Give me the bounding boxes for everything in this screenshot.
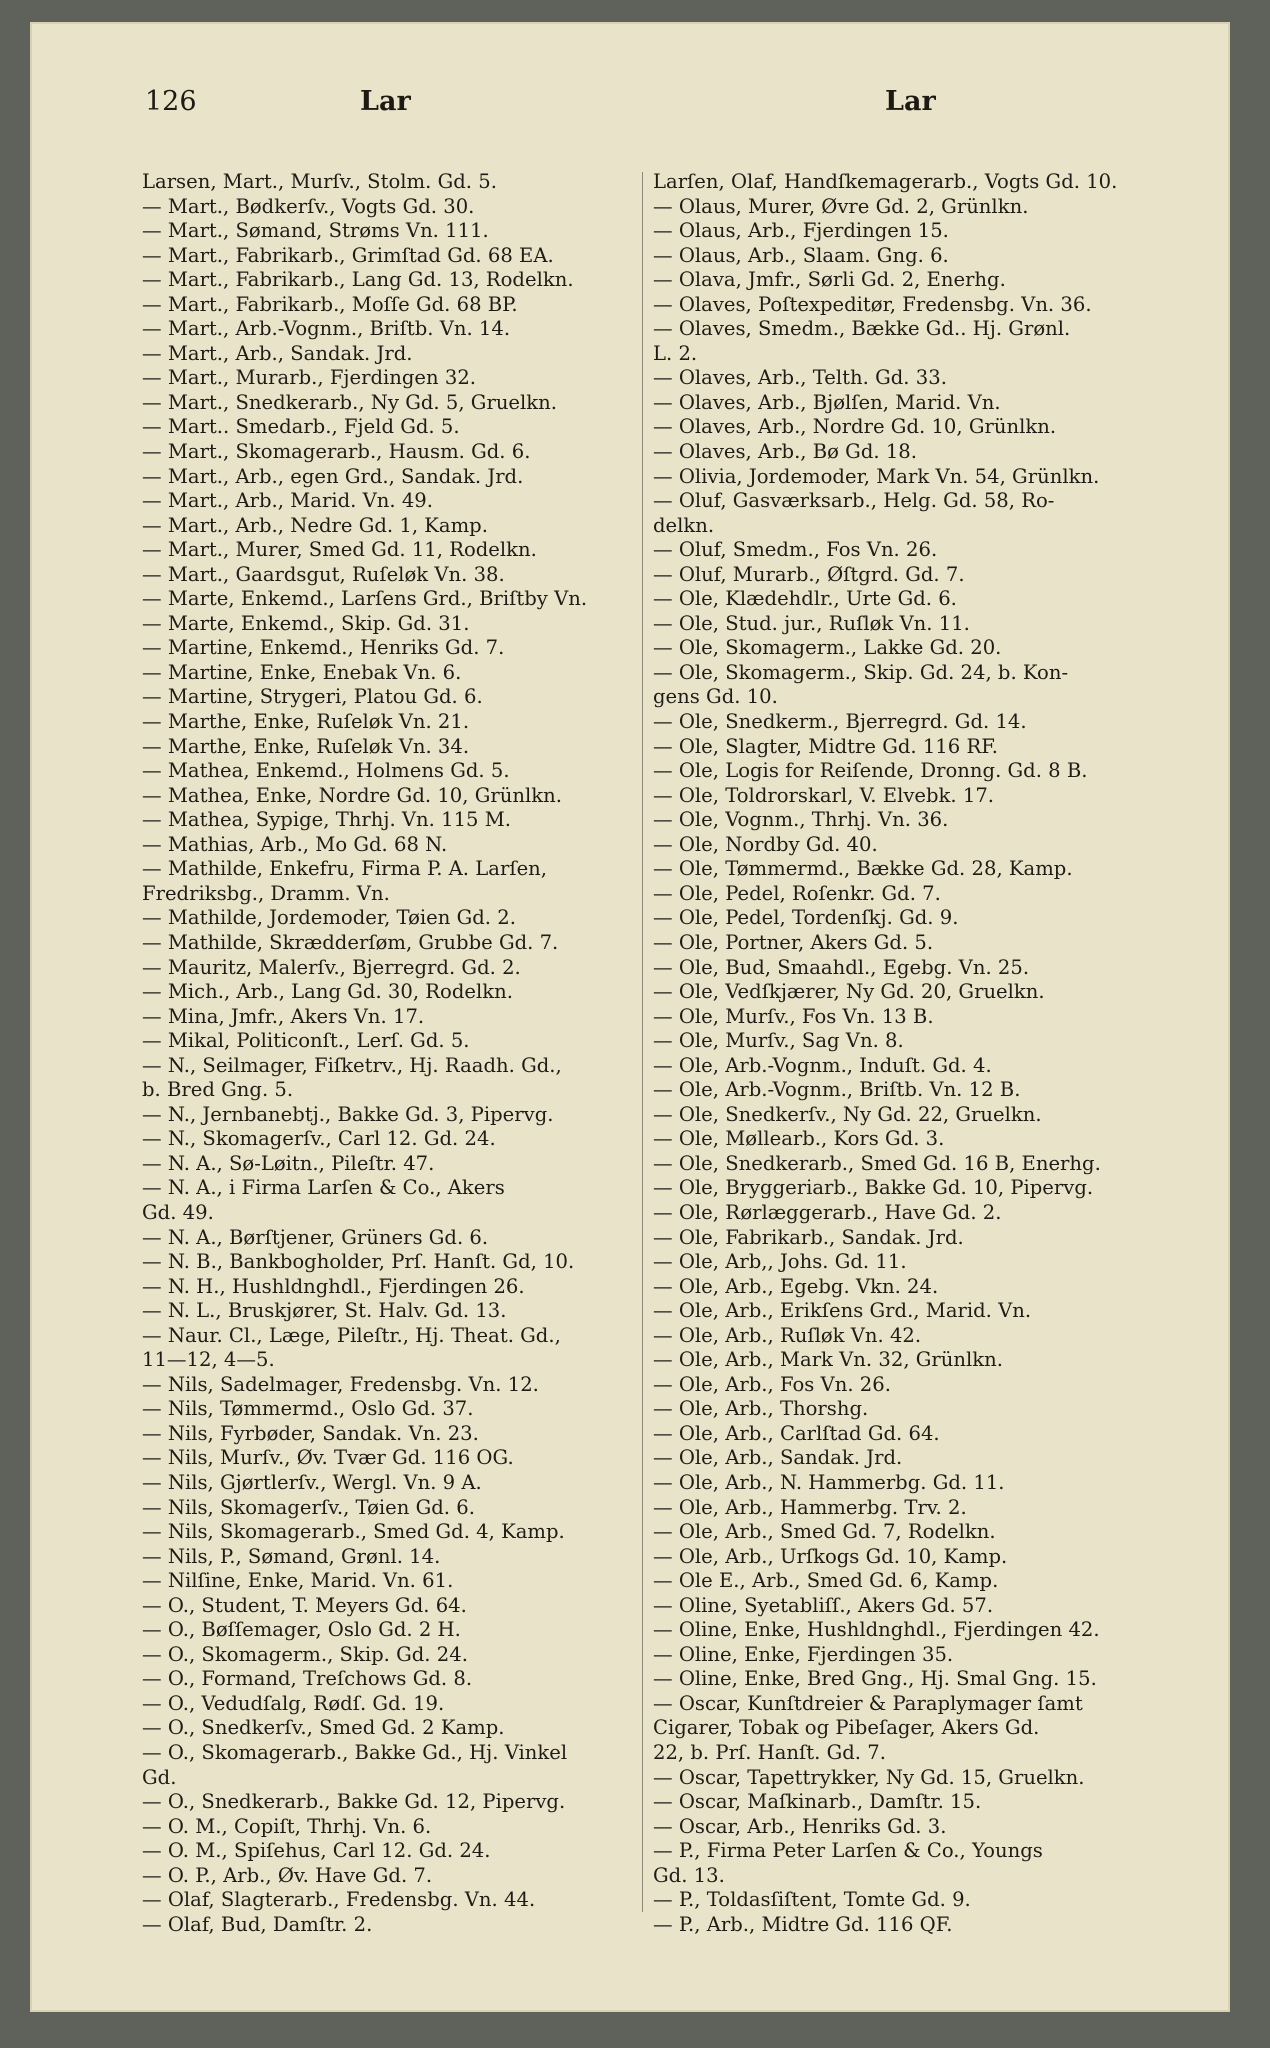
directory-entry-line: — Nils, Skomagerarb., Smed Gd. 4, Kamp.	[142, 1520, 565, 1544]
directory-entry-line: delkn.	[653, 513, 715, 537]
directory-entry-line: — Ole, Arb.-Vognm., Induſt. Gd. 4.	[653, 1053, 992, 1077]
directory-entry-line: — O., Vedudſalg, Rødſ. Gd. 19.	[142, 1691, 445, 1715]
directory-entry-line: — Mart., Skomagerarb., Hausm. Gd. 6.	[142, 440, 531, 464]
directory-entry-line: — Mina, Jmfr., Akers Vn. 17.	[142, 1004, 425, 1028]
directory-entry-line: — Oluf, Smedm., Fos Vn. 26.	[653, 538, 938, 562]
directory-entry-line: — Olaves, Arb., Telth. Gd. 33.	[653, 366, 947, 390]
right-column	[653, 170, 1183, 1937]
directory-entry-line: Larſen, Olaf, Handſkemagerarb., Vogts Gd. 10.	[653, 170, 1118, 193]
directory-entry-line: — Mart., Fabrikarb., Grimſtad Gd. 68 EA.	[142, 243, 554, 267]
directory-entry-line: — Marte, Enkemd., Larſens Grd., Briſtby Vn.	[142, 587, 588, 611]
directory-entry-line: — N., Jernbanebtj., Bakke Gd. 3, Pipervg.	[142, 1102, 554, 1126]
directory-entry-line: Gd.	[142, 1765, 177, 1789]
directory-entry-line: — Ole, Arb., Mark Vn. 32, Grünlkn.	[653, 1348, 1004, 1372]
directory-entry-line: — N. A., Sø-Løitn., Pileſtr. 47.	[142, 1151, 435, 1175]
directory-entry-line: — Ole E., Arb., Smed Gd. 6, Kamp.	[653, 1569, 999, 1593]
directory-entry-line: — O. M., Copiſt, Thrhj. Vn. 6.	[142, 1814, 432, 1838]
directory-entry-line: — Olivia, Jordemoder, Mark Vn. 54, Grünlkn.	[653, 464, 1100, 488]
directory-entry-line: — Mart., Arb., Marid. Vn. 49.	[142, 489, 433, 513]
directory-entry-line: Gd. 49.	[142, 1200, 214, 1224]
directory-entry-line: — Ole, Murſv., Sag Vn. 8.	[653, 1029, 904, 1053]
directory-entry-line: — Ole, Vognm., Thrhj. Vn. 36.	[653, 808, 949, 832]
directory-entry-line: — Nils, Sadelmager, Fredensbg. Vn. 12.	[142, 1372, 539, 1396]
directory-entry-line: — Mart.. Smedarb., Fjeld Gd. 5.	[142, 415, 460, 439]
directory-entry-line: — Ole, Skomagerm., Skip. Gd. 24, b. Kon-	[653, 660, 1069, 684]
directory-entry-line: — Ole, Murſv., Fos Vn. 13 B.	[653, 1004, 934, 1028]
directory-entry-line: — Marthe, Enke, Ruſeløk Vn. 34.	[142, 734, 470, 758]
directory-entry-line: — Ole, Arb,, Johs. Gd. 11.	[653, 1250, 907, 1274]
directory-page	[30, 22, 1230, 2012]
directory-entry-line: 22, b. Prſ. Hanſt. Gd. 7.	[653, 1741, 886, 1764]
directory-entry-line: — Ole, Skomagerm., Lakke Gd. 20.	[653, 636, 1002, 660]
directory-entry-line: — Mich., Arb., Lang Gd. 30, Rodelkn.	[142, 980, 513, 1004]
directory-entry-line: — Martine, Enkemd., Henriks Gd. 7.	[142, 636, 505, 660]
directory-entry-line: — Oscar, Tapettrykker, Ny Gd. 15, Gruelkn.	[653, 1765, 1085, 1789]
directory-entry-line: — O., Snedkerarb., Bakke Gd. 12, Pipervg.	[142, 1790, 566, 1814]
directory-entry-line: — P., Toldasſiſtent, Tomte Gd. 9.	[653, 1888, 971, 1912]
directory-entry-line: Larsen, Mart., Murſv., Stolm. Gd. 5.	[142, 170, 497, 193]
directory-entry-line: Gd. 13.	[653, 1863, 725, 1887]
directory-entry-line: — Ole, Arb., Fos Vn. 26.	[653, 1372, 891, 1396]
directory-entry-line: — Olava, Jmfr., Sørli Gd. 2, Enerhg.	[653, 268, 1006, 292]
directory-entry-line: — Oscar, Maſkinarb., Damſtr. 15.	[653, 1790, 982, 1814]
directory-entry-line: — Mart., Arb., egen Grd., Sandak. Jrd.	[142, 464, 524, 488]
directory-entry-line: — Olaf, Bud, Damſtr. 2.	[142, 1912, 373, 1936]
directory-entry-line: L. 2.	[653, 341, 698, 365]
directory-entry-line: — Ole, Toldrorskarl, V. Elvebk. 17.	[653, 783, 995, 807]
directory-entry-line: — Mathea, Enkemd., Holmens Gd. 5.	[142, 759, 510, 783]
directory-entry-line: — Mathilde, Skrædderſøm, Grubbe Gd. 7.	[142, 930, 559, 954]
directory-entry-line: — Mathea, Enke, Nordre Gd. 10, Grünlkn.	[142, 783, 562, 807]
directory-entry-line: — Oluf, Murarb., Øſtgrd. Gd. 7.	[653, 562, 965, 586]
directory-entry-line: — Oluf, Gasværksarb., Helg. Gd. 58, Ro-	[653, 489, 1055, 513]
directory-entry-line: — Oline, Enke, Bred Gng., Hj. Smal Gng. 15.	[653, 1667, 1097, 1691]
directory-entry-line: — Ole, Arb., Erikſens Grd., Marid. Vn.	[653, 1299, 1032, 1323]
directory-entry-line: — Mart., Bødkerſv., Vogts Gd. 30.	[142, 194, 475, 218]
directory-entry-line: — Oline, Syetabliſſ., Akers Gd. 57.	[653, 1593, 994, 1617]
directory-entry-line: — Ole, Arb.-Vognm., Briſtb. Vn. 12 B.	[653, 1078, 1021, 1102]
directory-entry-line: — O. M., Spiſehus, Carl 12. Gd. 24.	[142, 1839, 491, 1863]
directory-entry-line: — Martine, Enke, Enebak Vn. 6.	[142, 660, 462, 684]
directory-entry-line: — Ole, Arb., Carlſtad Gd. 64.	[653, 1421, 940, 1445]
directory-entry-line: — Ole, Arb., N. Hammerbg. Gd. 11.	[653, 1470, 1005, 1494]
directory-entry-line: — Nils, Fyrbøder, Sandak. Vn. 23.	[142, 1421, 479, 1445]
directory-entry-line: — Mart., Sømand, Strøms Vn. 111.	[142, 219, 489, 243]
directory-entry-line: — Mart., Fabrikarb., Moſſe Gd. 68 BP.	[142, 292, 518, 316]
directory-entry-line: — Ole, Snedkerſv., Ny Gd. 22, Gruelkn.	[653, 1102, 1042, 1126]
directory-entry-line: — Olaves, Arb., Bø Gd. 18.	[653, 440, 917, 464]
directory-entry-line: — Ole, Arb., Hammerbg. Trv. 2.	[653, 1495, 967, 1519]
directory-entry-line: — Martine, Strygeri, Platou Gd. 6.	[142, 685, 483, 709]
directory-entry-line: — Ole, Arb., Ruſløk Vn. 42.	[653, 1323, 922, 1347]
page-number: 126	[145, 86, 197, 117]
directory-entry-line: — O., Student, T. Meyers Gd. 64.	[142, 1593, 467, 1617]
directory-entry-line: — N. H., Hushldnghdl., Fjerdingen 26.	[142, 1274, 525, 1298]
directory-entry-line: — O., Skomagerarb., Bakke Gd., Hj. Vinkel	[142, 1741, 568, 1764]
directory-entry-line: — Oline, Enke, Fjerdingen 35.	[653, 1642, 954, 1666]
directory-entry-line: — Ole, Slagter, Midtre Gd. 116 RF.	[653, 734, 998, 758]
directory-entry-line: — Olaves, Arb., Bjølſen, Marid. Vn.	[653, 390, 1001, 414]
directory-entry-line: Cigarer, Tobak og Pibeſager, Akers Gd.	[653, 1716, 1040, 1740]
directory-entry-line: — Mart., Gaardsgut, Ruſeløk Vn. 38.	[142, 562, 505, 586]
directory-entry-line: — Mart., Arb., Nedre Gd. 1, Kamp.	[142, 513, 488, 537]
directory-entry-line: Fredriksbg., Dramm. Vn.	[142, 881, 390, 905]
directory-entry-line: — Ole, Bud, Smaahdl., Egebg. Vn. 25.	[653, 955, 1030, 979]
directory-entry-line: — Ole, Tømmermd., Bække Gd. 28, Kamp.	[653, 857, 1073, 881]
directory-entry-line: — Olaves, Smedm., Bække Gd.. Hj. Grønl.	[653, 317, 1071, 341]
directory-entry-line: — O., Bøſſemager, Oslo Gd. 2 H.	[142, 1618, 461, 1642]
directory-entry-line: — Ole, Pedel, Tordenſkj. Gd. 9.	[653, 906, 959, 930]
directory-entry-line: — Ole, Møllearb., Kors Gd. 3.	[653, 1127, 945, 1151]
directory-entry-line: — N. A., i Firma Larſen & Co., Akers	[142, 1176, 505, 1200]
directory-entry-line: — Ole, Logis for Reiſende, Dronng. Gd. 8 B.	[653, 759, 1088, 783]
running-headword-right: Lar	[885, 86, 936, 117]
directory-entry-line: — Nils, Gjørtlerſv., Wergl. Vn. 9 A.	[142, 1470, 482, 1494]
directory-entry-line: — Olaves, Poſtexpeditør, Fredensbg. Vn. 36.	[653, 292, 1092, 316]
column-divider	[642, 172, 643, 1912]
directory-entry-line: — Oscar, Kunſtdreier & Paraplymager ſamt	[653, 1691, 1083, 1715]
directory-entry-line: — Mart., Murarb., Fjerdingen 32.	[142, 366, 477, 390]
directory-entry-line: — Nils, Tømmermd., Oslo Gd. 37.	[142, 1397, 474, 1421]
directory-entry-line: — Mart., Fabrikarb., Lang Gd. 13, Rodelkn.	[142, 268, 574, 292]
directory-entry-line: — Mauritz, Malerſv., Bjerregrd. Gd. 2.	[142, 955, 521, 979]
directory-entry-line: — N. B., Bankbogholder, Prſ. Hanſt. Gd, 10.	[142, 1250, 575, 1274]
directory-entry-line: — Nilſine, Enke, Marid. Vn. 61.	[142, 1569, 454, 1593]
directory-entry-line: — Olaves, Arb., Nordre Gd. 10, Grünlkn.	[653, 415, 1057, 439]
left-column	[142, 170, 672, 1937]
directory-entry-line: — Ole, Arb., Thorshg.	[653, 1397, 869, 1421]
directory-entry-line: — Ole, Klædehdlr., Urte Gd. 6.	[653, 587, 957, 611]
directory-entry-line: — Ole, Arb., Urſkogs Gd. 10, Kamp.	[653, 1544, 1008, 1568]
directory-entry-line: — P., Arb., Midtre Gd. 116 QF.	[653, 1912, 953, 1936]
directory-entry-line: — Ole, Snedkerarb., Smed Gd. 16 B, Enerhg.	[653, 1151, 1101, 1175]
directory-entry-line: — Ole, Arb., Smed Gd. 7, Rodelkn.	[653, 1520, 996, 1544]
running-headword-left: Lar	[360, 86, 411, 117]
directory-entry-line: — Oline, Enke, Hushldnghdl., Fjerdingen 42.	[653, 1618, 1100, 1642]
directory-entry-line: — Mathilde, Enkefru, Firma P. A. Larſen,	[142, 857, 548, 881]
directory-entry-line: — O. P., Arb., Øv. Have Gd. 7.	[142, 1863, 433, 1887]
directory-entry-line: — Ole, Arb., Sandak. Jrd.	[653, 1446, 903, 1470]
directory-entry-line: — Mathias, Arb., Mo Gd. 68 N.	[142, 832, 448, 856]
directory-entry-line: — Naur. Cl., Læge, Pileſtr., Hj. Theat. Gd.,	[142, 1323, 561, 1347]
directory-entry-line: — N. L., Bruskjører, St. Halv. Gd. 13.	[142, 1299, 507, 1323]
directory-entry-line: — Ole, Vedſkjærer, Ny Gd. 20, Gruelkn.	[653, 980, 1045, 1004]
directory-entry-line: — Mikal, Politiconſt., Lerſ. Gd. 5.	[142, 1029, 470, 1053]
directory-entry-line: — Oscar, Arb., Henriks Gd. 3.	[653, 1814, 947, 1838]
directory-entry-line: — O., Formand, Treſchows Gd. 8.	[142, 1667, 473, 1691]
directory-entry-line: — Nils, Skomagerſv., Tøien Gd. 6.	[142, 1495, 475, 1519]
directory-entry-line: — Olaus, Murer, Øvre Gd. 2, Grünlkn.	[653, 194, 1029, 218]
directory-entry-line: — Olaus, Arb., Fjerdingen 15.	[653, 219, 949, 243]
directory-entry-line: — N., Seilmager, Fiſketrv., Hj. Raadh. Gd.,	[142, 1053, 562, 1077]
directory-entry-line: — Nils, P., Sømand, Grønl. 14.	[142, 1544, 441, 1568]
directory-entry-line: — Ole, Stud. jur., Ruſløk Vn. 11.	[653, 611, 970, 635]
page-header	[30, 86, 1230, 126]
directory-entry-line: — Ole, Nordby Gd. 40.	[653, 832, 878, 856]
directory-entry-line: — Marthe, Enke, Ruſeløk Vn. 21.	[142, 710, 470, 734]
directory-entry-line: — Ole, Fabrikarb., Sandak. Jrd.	[653, 1225, 964, 1249]
directory-entry-line: — Olaus, Arb., Slaam. Gng. 6.	[653, 243, 949, 267]
directory-entry-line: — Ole, Bryggeriarb., Bakke Gd. 10, Pipervg.	[653, 1176, 1094, 1200]
directory-entry-line: — Mart., Arb.-Vognm., Briſtb. Vn. 14.	[142, 317, 511, 341]
directory-entry-line: — N., Skomagerſv., Carl 12. Gd. 24.	[142, 1127, 496, 1151]
directory-entry-line: b. Bred Gng. 5.	[142, 1078, 294, 1102]
directory-entry-line: — Mart., Murer, Smed Gd. 11, Rodelkn.	[142, 538, 537, 562]
directory-entry-line: — Mart., Snedkerarb., Ny Gd. 5, Gruelkn.	[142, 390, 558, 414]
directory-entry-line: — Ole, Rørlæggerarb., Have Gd. 2.	[653, 1200, 1002, 1224]
directory-entry-line: — O., Snedkerſv., Smed Gd. 2 Kamp.	[142, 1716, 505, 1740]
directory-entry-line: gens Gd. 10.	[653, 685, 778, 709]
directory-entry-line: — Ole, Pedel, Roſenkr. Gd. 7.	[653, 881, 941, 905]
directory-entry-line: — Ole, Portner, Akers Gd. 5.	[653, 930, 934, 954]
directory-entry-line: — Marte, Enkemd., Skip. Gd. 31.	[142, 611, 470, 635]
directory-entry-line: — Nils, Murſv., Øv. Tvær Gd. 116 OG.	[142, 1446, 514, 1470]
directory-entry-line: — Olaf, Slagterarb., Fredensbg. Vn. 44.	[142, 1888, 536, 1912]
directory-entry-line: — P., Firma Peter Larſen & Co., Youngs	[653, 1839, 1043, 1863]
directory-entry-line: — Ole, Arb., Egebg. Vkn. 24.	[653, 1274, 939, 1298]
directory-entry-line: — Mart., Arb., Sandak. Jrd.	[142, 341, 413, 365]
directory-entry-line: 11—12, 4—5.	[142, 1348, 275, 1372]
directory-entry-line: — Mathea, Sypige, Thrhj. Vn. 115 M.	[142, 808, 512, 832]
directory-entry-line: — O., Skomagerm., Skip. Gd. 24.	[142, 1642, 468, 1666]
directory-entry-line: — Mathilde, Jordemoder, Tøien Gd. 2.	[142, 906, 516, 930]
directory-entry-line: — N. A., Børſtjener, Grüners Gd. 6.	[142, 1225, 489, 1249]
directory-entry-line: — Ole, Snedkerm., Bjerregrd. Gd. 14.	[653, 710, 1027, 734]
